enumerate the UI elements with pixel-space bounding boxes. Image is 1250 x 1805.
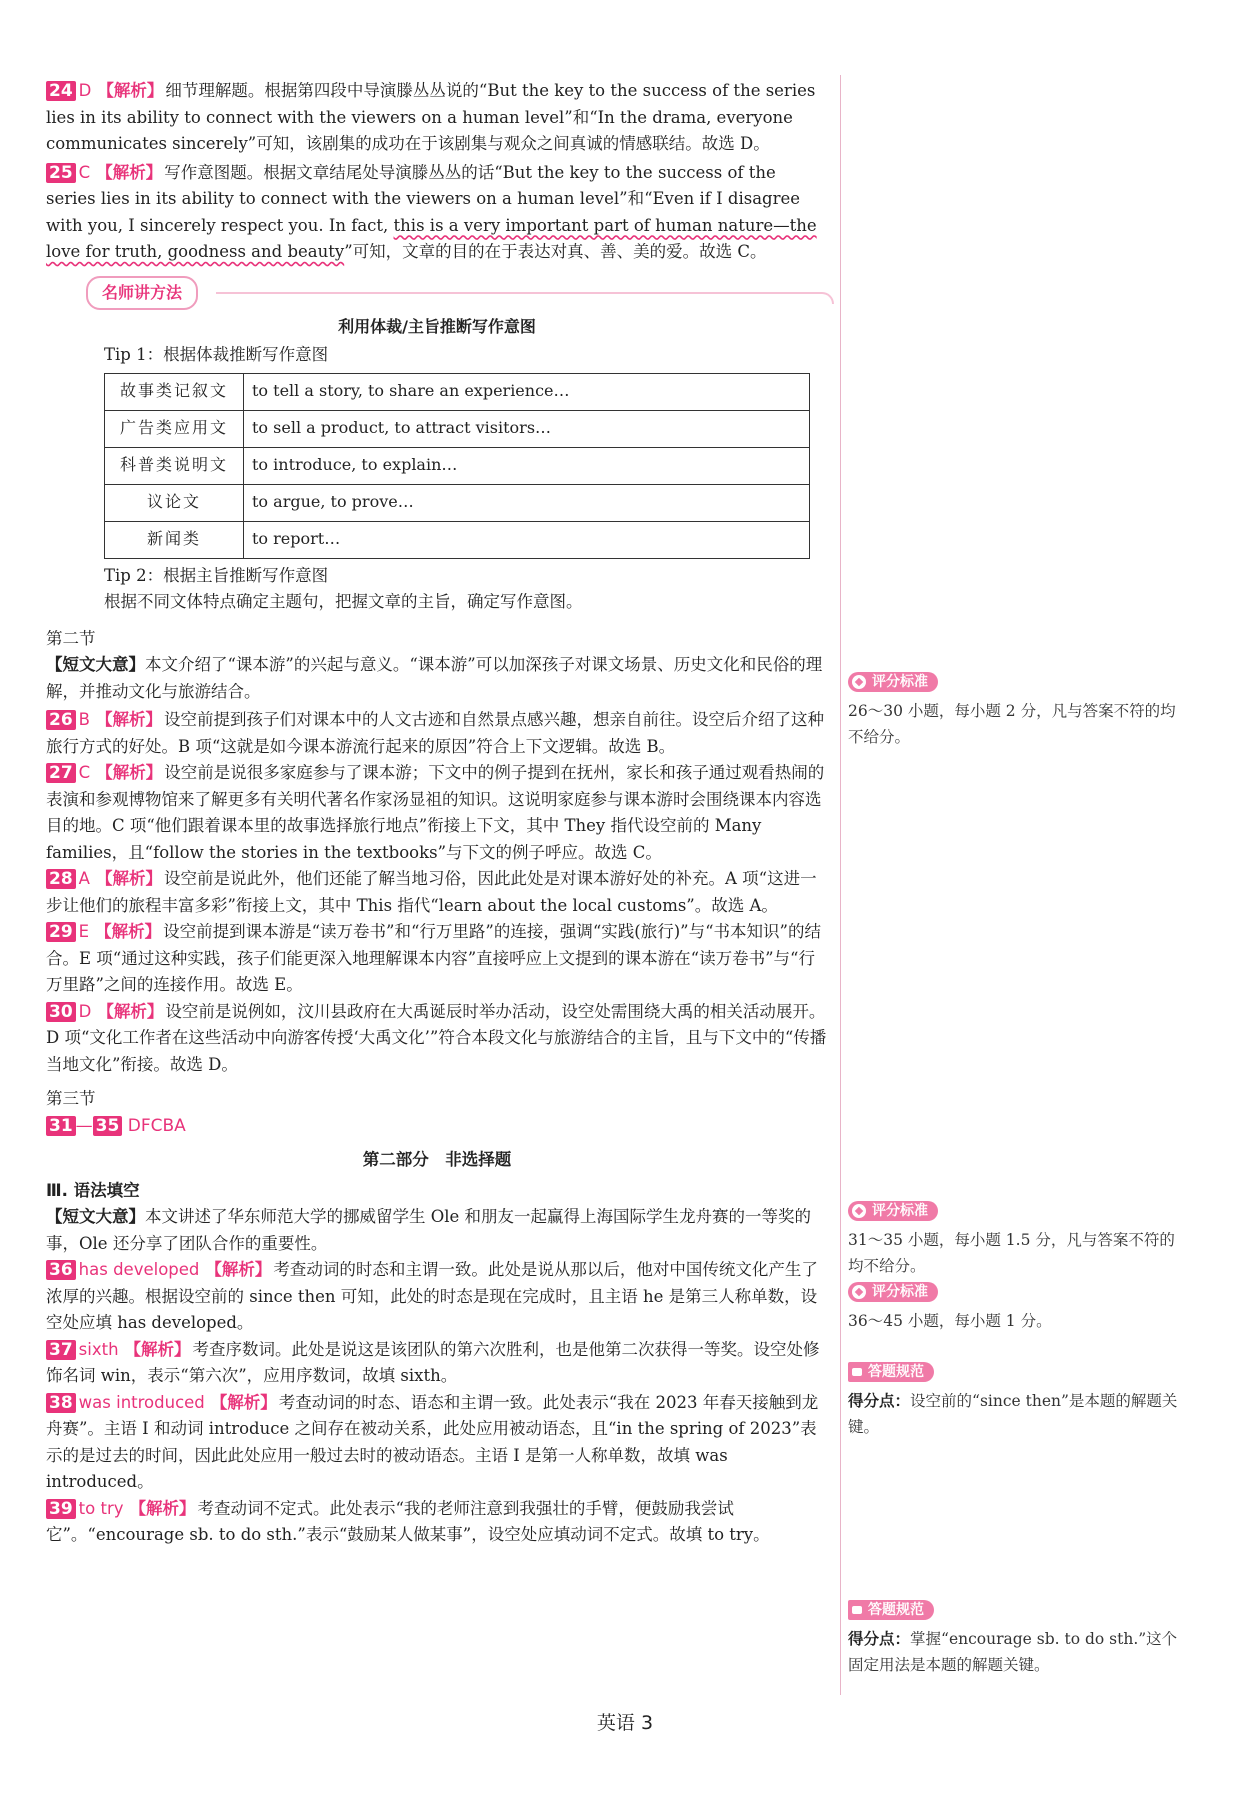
question-number: 37 (46, 1340, 76, 1360)
question-30 (46, 999, 828, 1079)
analysis-tag: 【解析】 (129, 1498, 196, 1518)
analysis-text: 考查动词的时态、语态和主谓一致。此处表示“我在 2023 年春天接触到龙舟赛”。主语 I 和动词 introduce 之间存在被动关系，此处应用被动语态，且“in the spring of 2023”表示的是过去的时间，因此此处应用一般过去时的被动语态。主语 I 是第一人称单数，故填 was introduced。 (46, 1392, 819, 1491)
question-number: 38 (46, 1393, 76, 1413)
section-2-heading: 第二节 (46, 628, 96, 648)
analysis-tag: 【解析】 (97, 1001, 164, 1021)
analysis-tag: 【解析】 (205, 1260, 272, 1279)
question-25 (46, 160, 828, 266)
method-rule (216, 292, 834, 304)
score-text: 31～35 小题，每小题 1.5 分，凡与答案不符的均不给分。 (848, 1231, 1175, 1275)
question-38 (46, 1390, 828, 1496)
answer: A (78, 869, 90, 888)
rule-badge: 答题规范 (848, 1600, 934, 1620)
question-number: 30 (46, 1002, 76, 1022)
table-row: 议论文 to argue, to prove… (105, 484, 810, 521)
page-footer (0, 1708, 1250, 1735)
method-title: 利用体裁/主旨推断写作意图 (338, 316, 536, 336)
sidebar-rule-note-2 (848, 1596, 1178, 1678)
table-row: 故事类记叙文 to tell a story, to share an experience… (105, 373, 810, 410)
analysis-text: 设空前提到孩子们对课本中的人文古迹和自然景点感兴趣，想亲自前往。设空后介绍了这种旅行方式的好处。B 项“这就是如今课本游流行起来的原因”符合上下文逻辑。故选 B。 (46, 710, 824, 756)
sidebar-rule-note-1 (848, 1358, 1178, 1440)
table-row: 新闻类 to report… (105, 521, 810, 558)
analysis-tag: 【解析】 (210, 1392, 277, 1412)
answer: C (78, 763, 91, 782)
analysis-tag: 【解析】 (95, 869, 162, 888)
tip2-label: Tip 2：根据主旨推断写作意图 (104, 565, 329, 585)
answer: was introduced (78, 1392, 205, 1412)
score-badge: 评分标准 (848, 1201, 938, 1221)
rule-text: 得分点：掌握“encourage sb. to do sth.”这个固定用法是本题的解题关键。 (848, 1629, 1178, 1674)
analysis-text-end: ”可知，文章的目的在于表达对真、善、美的爱。故选 C。 (344, 242, 767, 261)
sidebar-score-note-3 (848, 1278, 1178, 1334)
analysis-tag: 【解析】 (96, 162, 163, 182)
analysis-text: 考查动词不定式。此处表示“我的老师注意到我强壮的手臂，便鼓励我尝试它”。“encourage sb. to do sth.”表示“鼓励某人做某事”，设空处应填动词不定式。故填 to try。 (46, 1498, 770, 1544)
analysis-tag: 【解析】 (96, 710, 162, 729)
question-number: 24 (46, 81, 76, 101)
tip1-label: Tip 1：根据体裁推断写作意图 (104, 345, 329, 364)
rule-badge: 答题规范 (848, 1362, 934, 1382)
analysis-text: 设空前是说很多家庭参与了课本游；下文中的例子提到在抚州，家长和孩子通过观看热闹的表演和参观博物馆来了解更多有关明代著名作家汤显祖的知识。这说明家庭参与课本游时会围绕课本内容选目的地。C 项“他们跟着课本里的故事选择旅行地点”衔接上下文，其中 They 指代设空前的 Many families，且“follow the stories in the textbooks”与下文的例子呼应。故选 C。 (46, 763, 825, 862)
answer: E (78, 922, 90, 941)
analysis-text: 写作意图题。根据文章结尾处导演滕丛丛的话“But the key to the success of the series lies in its ability to connect with the viewers on a human level”和“Even if I disagree with you, I sincerely respect you. In fact, (46, 162, 801, 235)
section-3-answers: 31 — 35 DFCBA (46, 1113, 828, 1140)
page-number: 3 (640, 1712, 654, 1734)
question-number: 36 (46, 1260, 76, 1280)
question-39 (46, 1496, 828, 1549)
answer: sixth (78, 1339, 119, 1359)
answer: D (78, 81, 92, 100)
analysis-tag: 【解析】 (95, 922, 162, 941)
question-number: 39 (46, 1499, 76, 1519)
grammar-summary: 【短文大意】本文讲述了华东师范大学的挪威留学生 Ole 和朋友一起赢得上海国际学生龙舟赛的一等奖的事，Ole 还分享了团队合作的重要性。 (46, 1207, 812, 1253)
analysis-text: 细节理解题。根据第四段中导演滕丛丛说的“But the key to the success of the series lies in its ability to connect with the viewers on a human level”和“In the drama, everyone communicates sincerely”可知，该剧集的成功在于该剧集与观众之间真诚的情感联结。故选 D。 (46, 81, 816, 153)
analysis-text: 考查序数词。此处是说这是该团队的第六次胜利，也是他第二次获得一等奖。设空处修饰名词 win，表示“第六次”，应用序数词，故填 sixth。 (46, 1339, 820, 1385)
analysis-tag: 【解析】 (124, 1339, 191, 1359)
question-27 (46, 760, 828, 866)
answer: C (78, 162, 91, 182)
score-badge: 评分标准 (848, 1282, 938, 1302)
score-text: 36～45 小题，每小题 1 分。 (848, 1312, 1052, 1330)
question-number: 25 (46, 163, 76, 183)
score-text: 26～30 小题，每小题 2 分，凡与答案不符的均不给分。 (848, 702, 1176, 746)
table-row: 科普类说明文 to introduce, to explain… (105, 447, 810, 484)
score-badge: 评分标准 (848, 672, 938, 692)
answer: B (78, 710, 90, 729)
answer: D (78, 1001, 92, 1021)
rule-text: 得分点：设空前的“since then”是本题的解题关键。 (848, 1391, 1178, 1436)
analysis-text: 设空前是说此外，他们还能了解当地习俗，因此此处是对课本游好处的补充。A 项“这进一步让他们的旅程丰富多彩”衔接上文，其中 This 指代“learn about the local customs”。故选 A。 (46, 869, 817, 915)
question-number: 27 (46, 763, 76, 783)
subject-label: 英语 (596, 1712, 635, 1734)
analysis-tag: 【解析】 (97, 81, 164, 100)
question-37 (46, 1337, 828, 1390)
method-badge: 名师讲方法 (86, 276, 198, 311)
question-number: 29 (46, 922, 76, 942)
method-header (46, 276, 828, 308)
question-36 (46, 1257, 828, 1337)
sidebar-score-note-1 (848, 668, 1178, 750)
question-26 (46, 707, 828, 760)
question-24 (46, 78, 828, 158)
answer: to try (78, 1498, 124, 1518)
underlined-quote: this is a very important part of human nature—the love for truth, goodness and beauty (46, 215, 817, 261)
analysis-text: 设空前是说例如，汶川县政府在大禹诞辰时举办活动，设空处需围绕大禹的相关活动展开。D 项“文化工作者在这些活动中向游客传授‘大禹文化’”符合本段文化与旅游结合的主旨，且与下文中的“传播当地文化”衔接。故选 D。 (46, 1001, 827, 1074)
sidebar-score-note-2 (848, 1197, 1178, 1279)
grammar-heading: Ⅲ. 语法填空 (46, 1180, 140, 1200)
question-28 (46, 866, 828, 919)
analysis-text: 考查动词的时态和主谓一致。此处是说从那以后，他对中国传统文化产生了浓厚的兴趣。根据设空前的 since then 可知，此处的时态是现在完成时，且主语 he 是第三人称单数，设空处应填 has developed。 (46, 1260, 818, 1332)
tip2-text: 根据不同文体特点确定主题句，把握文章的主旨，确定写作意图。 (104, 592, 583, 611)
question-number: 26 (46, 710, 76, 730)
question-29 (46, 919, 828, 999)
table-row: 广告类应用文 to sell a product, to attract visitors… (105, 410, 810, 447)
question-number: 28 (46, 869, 76, 889)
analysis-text: 设空前提到课本游是“读万卷书”和“行万里路”的连接，强调“实践(旅行)”与“书本知识”的结合。E 项“通过这种实践，孩子们能更深入地理解课本内容”直接呼应上文提到的课本游在“读万卷书”与“行万里路”之间的连接作用。故选 E。 (46, 922, 821, 994)
analysis-tag: 【解析】 (96, 763, 163, 782)
section-2-summary: 【短文大意】本文介绍了“课本游”的兴起与意义。“课本游”可以加深孩子对课文场景、历史文化和民俗的理解，并推动文化与旅游结合。 (46, 655, 823, 701)
answer: has developed (78, 1260, 200, 1279)
part-2-title: 第二部分 非选择题 (362, 1150, 512, 1169)
main-column (46, 78, 828, 1549)
sidebar-divider (840, 75, 841, 1695)
genre-intent-table (104, 373, 810, 559)
section-3-heading: 第三节 (46, 1089, 96, 1108)
